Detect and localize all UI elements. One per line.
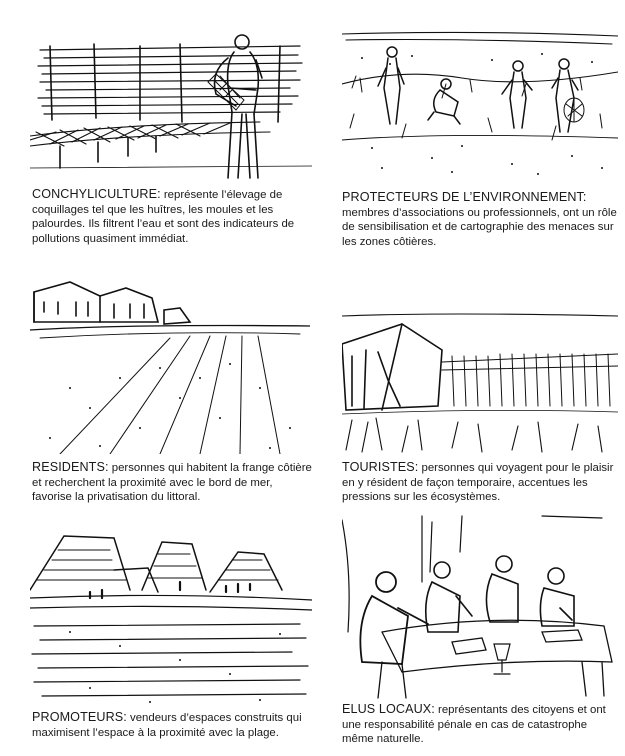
caption-conchyliculture — [32, 187, 312, 246]
term-elus: ELUS LOCAUX: — [342, 702, 435, 716]
caption-promoteurs — [32, 710, 322, 740]
term-promoteurs: PROMOTEURS: — [32, 710, 127, 724]
panel-residents — [0, 250, 312, 510]
panel-protecteurs — [312, 0, 625, 250]
local-officials-meeting-sketch — [342, 512, 618, 700]
residents-houses-sketch — [30, 278, 310, 454]
term-residents: RESIDENTS: — [32, 460, 109, 474]
tourists-tent-sketch — [342, 310, 618, 454]
description-protecteurs: membres d’associations ou professionnels, ont un rôle de sensibilisation et de cartographie des menaces sur les zones côtières. — [342, 206, 617, 248]
panel-conchyliculture — [0, 0, 312, 250]
caption-touristes — [342, 460, 620, 505]
term-conchyliculture: CONCHYLICULTURE: — [32, 187, 161, 201]
environment-protectors-sketch — [342, 28, 618, 180]
term-touristes: TOURISTES: — [342, 460, 419, 474]
description-touristes: personnes qui voyagent pour le plaisir en y résident de façon temporaire, accentues les pressions sur les écosystèmes. — [342, 462, 614, 504]
term-protecteurs: PROTECTEURS DE L’ENVIRONNEMENT: — [342, 190, 587, 204]
caption-elus — [342, 702, 620, 747]
caption-protecteurs — [342, 190, 622, 249]
panel-touristes — [312, 250, 625, 510]
promoters-buildings-sketch — [30, 530, 312, 710]
description-elus: représentants des citoyens et ont une responsabilité pénale en cas de catastrophe même naturelle. — [342, 704, 606, 746]
description-conchyliculture: représente l’élevage de coquillages tel que les huîtres, les moules et les palourdes. Ils filtrent l’eau et sont des indicateurs de pollutions quasiment immédiat. — [32, 189, 295, 245]
description-promoteurs: vendeurs d’espaces construits qui maximisent l’espace à la proximité avec la plage. — [32, 712, 302, 739]
panel-promoteurs — [0, 510, 312, 756]
panel-elus — [312, 510, 625, 756]
caption-residents — [32, 460, 312, 505]
oyster-farmer-sketch — [30, 28, 312, 180]
description-residents: personnes qui habitent la frange côtière et recherchent la proximité avec le bord de mer, favorise la privatisation du littoral. — [32, 462, 312, 504]
